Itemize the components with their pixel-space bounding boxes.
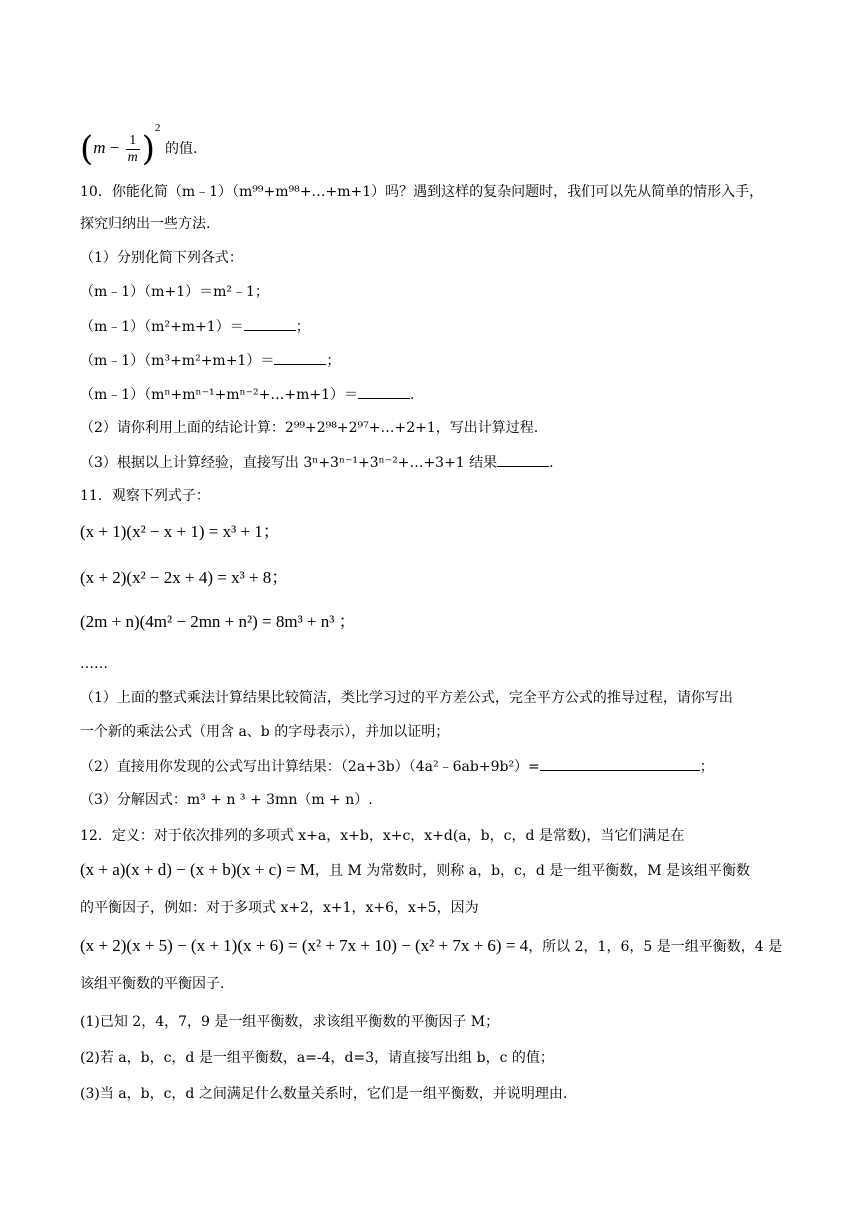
q12-part-2: (2)若 a，b，c，d 是一组平衡数，a=-4，d=3，请直接写出组 b，c 的值；	[80, 1050, 554, 1066]
q10-part-2: （2）请你利用上面的结论计算：2⁹⁹+2⁹⁸+2⁹⁷+…+2+1，写出计算过程.	[80, 420, 539, 436]
q12-line-4: (x + 2)(x + 5) − (x + 1)(x + 6) = (x² + 7x + 10) − (x² + 7x + 6) = 4，所以 2，1，6，5 是一组平衡数，4 是	[80, 936, 783, 955]
answer-blank[interactable]	[540, 756, 700, 771]
q9-tail	[80, 118, 198, 170]
q10-part-3: （3）根据以上计算经验，直接写出 3ⁿ+3ⁿ⁻¹+3ⁿ⁻²+…+3+1 结果 .	[80, 452, 554, 473]
q12-line-1: 12．定义：对于依次排列的多项式 x+a，x+b，x+c，x+d(a，b，c，d 是常数)，当它们满足在	[80, 828, 685, 844]
q10-line-1: 10．你能化简（m﹣1）（m⁹⁹+m⁹⁸+…+m+1）吗？遇到这样的复杂问题时，我们可以先从简单的情形入手，	[80, 184, 764, 200]
q10-eq-1: （m﹣1）（m+1）＝m²﹣1；	[80, 284, 269, 300]
answer-blank[interactable]	[244, 316, 296, 331]
q11-line-1: 11．观察下列式子：	[80, 488, 210, 504]
q11-formula-1: (x + 1)(x² − x + 1) = x³ + 1；	[80, 522, 280, 541]
q10-line-2: 探究归纳出一些方法.	[80, 216, 211, 232]
q11-part-1-line-2: 一个新的乘法公式（用含 a、b 的字母表示），并加以证明；	[80, 724, 450, 740]
q10-eq-4: （m﹣1）（mⁿ+mⁿ⁻¹+mⁿ⁻²+…+m+1）＝ .	[80, 384, 414, 405]
q11-part-2: （2）直接用你发现的公式写出计算结果：（2a+3b）（4a²﹣6ab+9b²）= ；	[80, 756, 714, 777]
q10-eq-3: （m﹣1）（m³+m²+m+1）＝ ；	[80, 350, 340, 371]
q11-formula-2: (x + 2)(x² − 2x + 4) = x³ + 8；	[80, 568, 289, 587]
q12-part-1: (1)已知 2，4，7，9 是一组平衡数，求该组平衡数的平衡因子 M；	[80, 1014, 500, 1030]
q12-line-2: (x + a)(x + d) − (x + b)(x + c) = M，且 M 为常数时，则称 a，b，c，d 是一组平衡数，M 是该组平衡数	[80, 860, 751, 879]
q11-part-1-line-1: （1）上面的整式乘法计算结果比较简洁，类比学习过的平方差公式，完全平方公式的推导过程，请你写出	[80, 690, 733, 706]
answer-blank[interactable]	[497, 452, 549, 467]
q10-part-1: （1）分别化简下列各式：	[80, 250, 243, 266]
answer-blank[interactable]	[358, 384, 410, 399]
answer-blank[interactable]	[274, 350, 326, 365]
q12-line-3: 的平衡因子，例如：对于多项式 x+2，x+1，x+6，x+5，因为	[80, 900, 479, 916]
q9-math-expression: (m − $\frac{1}{m}$ )$^2$	[80, 122, 161, 170]
q12-part-3: (3)当 a，b，c，d 之间满足什么数量关系时，它们是一组平衡数，并说明理由.	[80, 1086, 568, 1102]
q11-ellipsis: ……	[80, 656, 108, 672]
q9-tail-text: 的值.	[164, 141, 198, 157]
q12-line-5: 该组平衡数的平衡因子.	[80, 976, 225, 992]
q10-eq-2: （m﹣1）（m²+m+1）＝ ；	[80, 316, 310, 337]
q11-part-3: （3）分解因式：m³ + n ³ + 3mn（m + n）.	[80, 792, 373, 808]
q11-formula-3: (2m + n)(4m² − 2mn + n²) = 8m³ + n³ ；	[80, 612, 356, 631]
